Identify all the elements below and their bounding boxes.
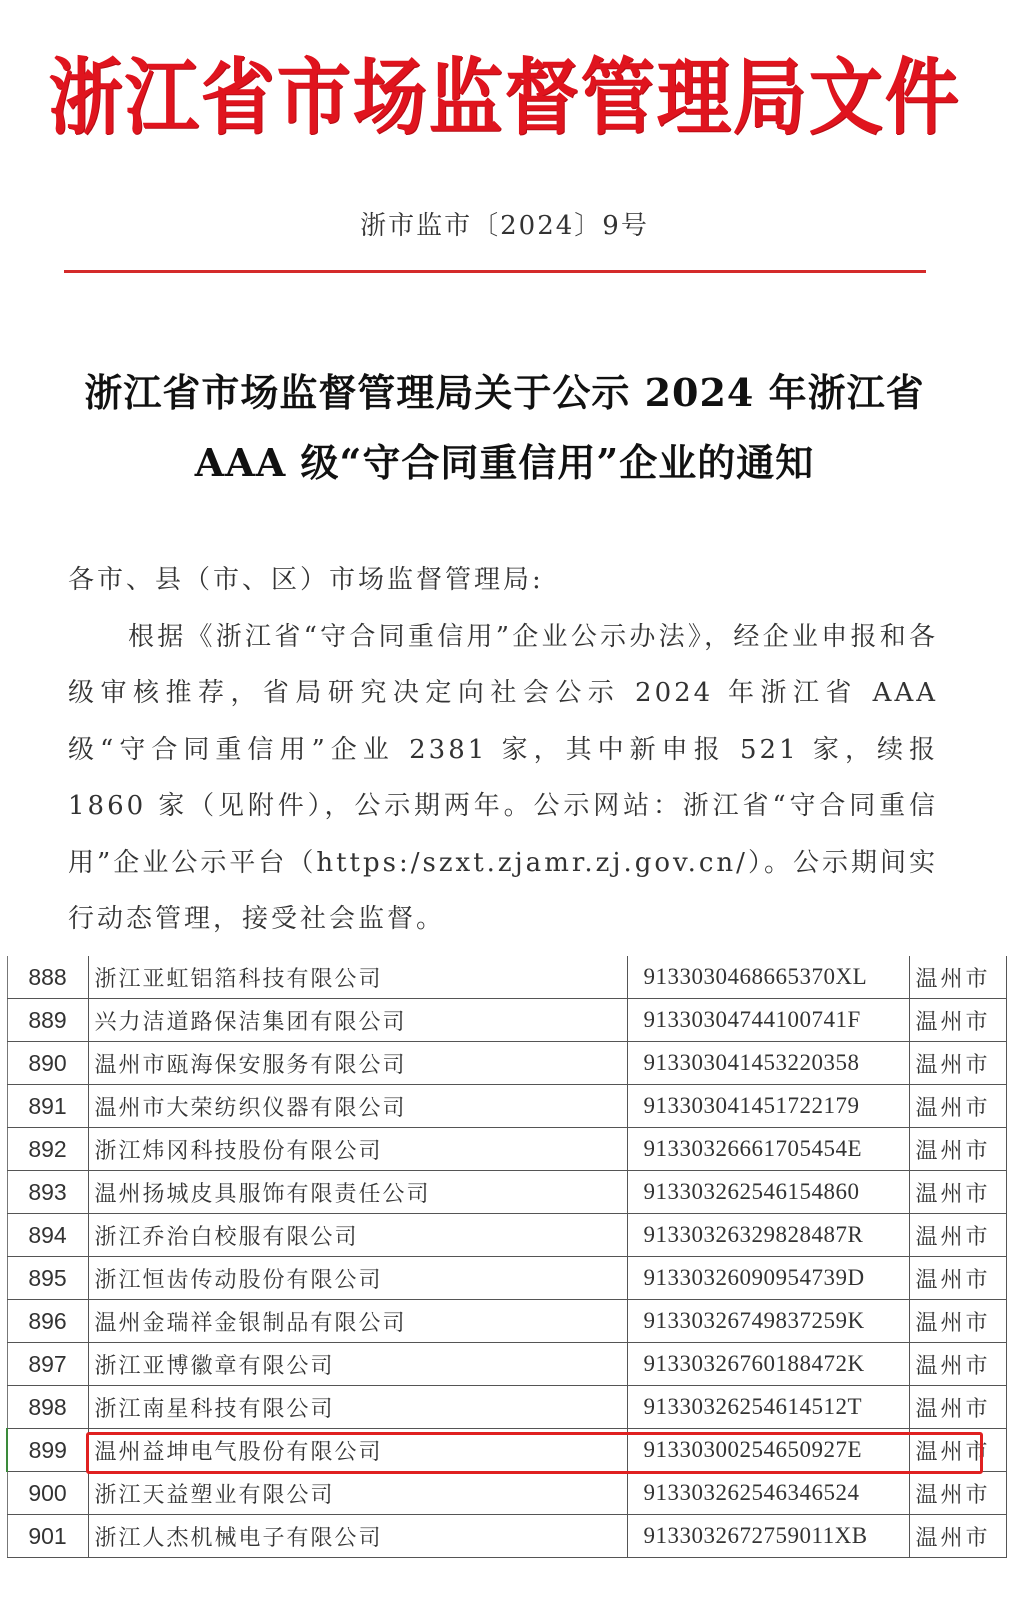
table-row — [7, 1343, 1006, 1386]
credit-code-cell: 91330326661705454E — [627, 1128, 909, 1171]
table-row — [7, 1257, 1006, 1300]
notice-title — [0, 358, 1009, 498]
notice-body — [68, 552, 938, 948]
table-row — [7, 1214, 1006, 1257]
table-row — [7, 1085, 1006, 1128]
table-row — [7, 1300, 1006, 1343]
row-number-cell: 900 — [7, 1472, 88, 1515]
company-name-cell: 温州市大荣纺织仪器有限公司 — [88, 1085, 627, 1128]
credit-code-cell: 913303041453220358 — [627, 1042, 909, 1085]
credit-code-cell: 91330326329828487R — [627, 1214, 909, 1257]
credit-code-cell: 913303262546154860 — [627, 1171, 909, 1214]
row-number-cell: 890 — [7, 1042, 88, 1085]
company-name-cell: 浙江南星科技有限公司 — [88, 1386, 627, 1429]
city-cell: 温州市 — [909, 1214, 1006, 1257]
table-row — [7, 1429, 1006, 1472]
notice-title-line-1: 浙江省市场监督管理局关于公示 2024 年浙江省 — [84, 370, 925, 415]
company-name-cell: 浙江恒齿传动股份有限公司 — [88, 1257, 627, 1300]
city-cell: 温州市 — [909, 1128, 1006, 1171]
credit-code-cell: 91330326090954739D — [627, 1257, 909, 1300]
notice-title-line-2: AAA 级“守合同重信用”企业的通知 — [194, 440, 815, 485]
document-masthead: 浙江省市场监督管理局文件 — [48, 49, 961, 147]
credit-code-cell: 91330300254650927E — [627, 1429, 909, 1472]
credit-code-cell: 9133030468665370XL — [627, 956, 909, 999]
body-paragraph: 根据《浙江省“守合同重信用”企业公示办法》，经企业申报和各级审核推荐，省局研究决定向社会公示 2024 年浙江省 AAA 级“守合同重信用”企业 2381 家，其中新申报 521 家，续报 1860 家（见附件），公示期两年。公示网站：浙江省“守合同重信用”企业公示平台（https:/szxt.zjamr.zj.gov.cn/）。公示期间实行动态管理，接受社会监督。 — [68, 621, 938, 934]
row-number-cell: 892 — [7, 1128, 88, 1171]
red-divider-line — [64, 270, 926, 273]
credit-code-cell: 9133032672759011XB — [627, 1515, 909, 1558]
row-number-cell: 897 — [7, 1343, 88, 1386]
company-name-cell: 温州金瑞祥金银制品有限公司 — [88, 1300, 627, 1343]
city-cell: 温州市 — [909, 1257, 1006, 1300]
table-row — [7, 956, 1006, 999]
credit-code-cell: 91330326760188472K — [627, 1343, 909, 1386]
table-row — [7, 1042, 1006, 1085]
city-cell: 温州市 — [909, 999, 1006, 1042]
row-number-cell: 898 — [7, 1386, 88, 1429]
table-row — [7, 999, 1006, 1042]
company-name-cell: 浙江人杰机械电子有限公司 — [88, 1515, 627, 1558]
city-cell: 温州市 — [909, 1300, 1006, 1343]
credit-code-cell: 913303041451722179 — [627, 1085, 909, 1128]
table-row — [7, 1515, 1006, 1558]
document-number: 浙市监市〔2024〕9号 — [360, 211, 649, 241]
company-name-cell: 温州益坤电气股份有限公司 — [88, 1429, 627, 1472]
city-cell: 温州市 — [909, 1429, 1006, 1472]
city-cell: 温州市 — [909, 956, 1006, 999]
company-name-cell: 浙江乔治白校服有限公司 — [88, 1214, 627, 1257]
company-name-cell: 温州扬城皮具服饰有限责任公司 — [88, 1171, 627, 1214]
row-number-cell: 894 — [7, 1214, 88, 1257]
table-row — [7, 1171, 1006, 1214]
city-cell: 温州市 — [909, 1171, 1006, 1214]
enterprise-list-table — [6, 956, 991, 1558]
credit-code-cell: 91330326254614512T — [627, 1386, 909, 1429]
row-number-cell: 893 — [7, 1171, 88, 1214]
credit-code-cell: 91330304744100741F — [627, 999, 909, 1042]
city-cell: 温州市 — [909, 1472, 1006, 1515]
row-number-cell: 901 — [7, 1515, 88, 1558]
salutation: 各市、县（市、区）市场监督管理局: — [68, 565, 544, 595]
row-number-cell: 895 — [7, 1257, 88, 1300]
row-number-cell: 889 — [7, 999, 88, 1042]
table-row — [7, 1128, 1006, 1171]
credit-code-cell: 91330326749837259K — [627, 1300, 909, 1343]
city-cell: 温州市 — [909, 1042, 1006, 1085]
city-cell: 温州市 — [909, 1386, 1006, 1429]
table-row — [7, 1472, 1006, 1515]
row-number-cell: 891 — [7, 1085, 88, 1128]
row-number-cell: 896 — [7, 1300, 88, 1343]
city-cell: 温州市 — [909, 1515, 1006, 1558]
row-number-cell: 899 — [7, 1429, 88, 1472]
city-cell: 温州市 — [909, 1085, 1006, 1128]
company-name-cell: 兴力洁道路保洁集团有限公司 — [88, 999, 627, 1042]
table-row — [7, 1386, 1006, 1429]
company-name-cell: 浙江亚博徽章有限公司 — [88, 1343, 627, 1386]
row-number-cell: 888 — [7, 956, 88, 999]
company-name-cell: 浙江亚虹铝箔科技有限公司 — [88, 956, 627, 999]
city-cell: 温州市 — [909, 1343, 1006, 1386]
company-name-cell: 浙江炜冈科技股份有限公司 — [88, 1128, 627, 1171]
credit-code-cell: 913303262546346524 — [627, 1472, 909, 1515]
company-name-cell: 浙江天益塑业有限公司 — [88, 1472, 627, 1515]
company-name-cell: 温州市瓯海保安服务有限公司 — [88, 1042, 627, 1085]
